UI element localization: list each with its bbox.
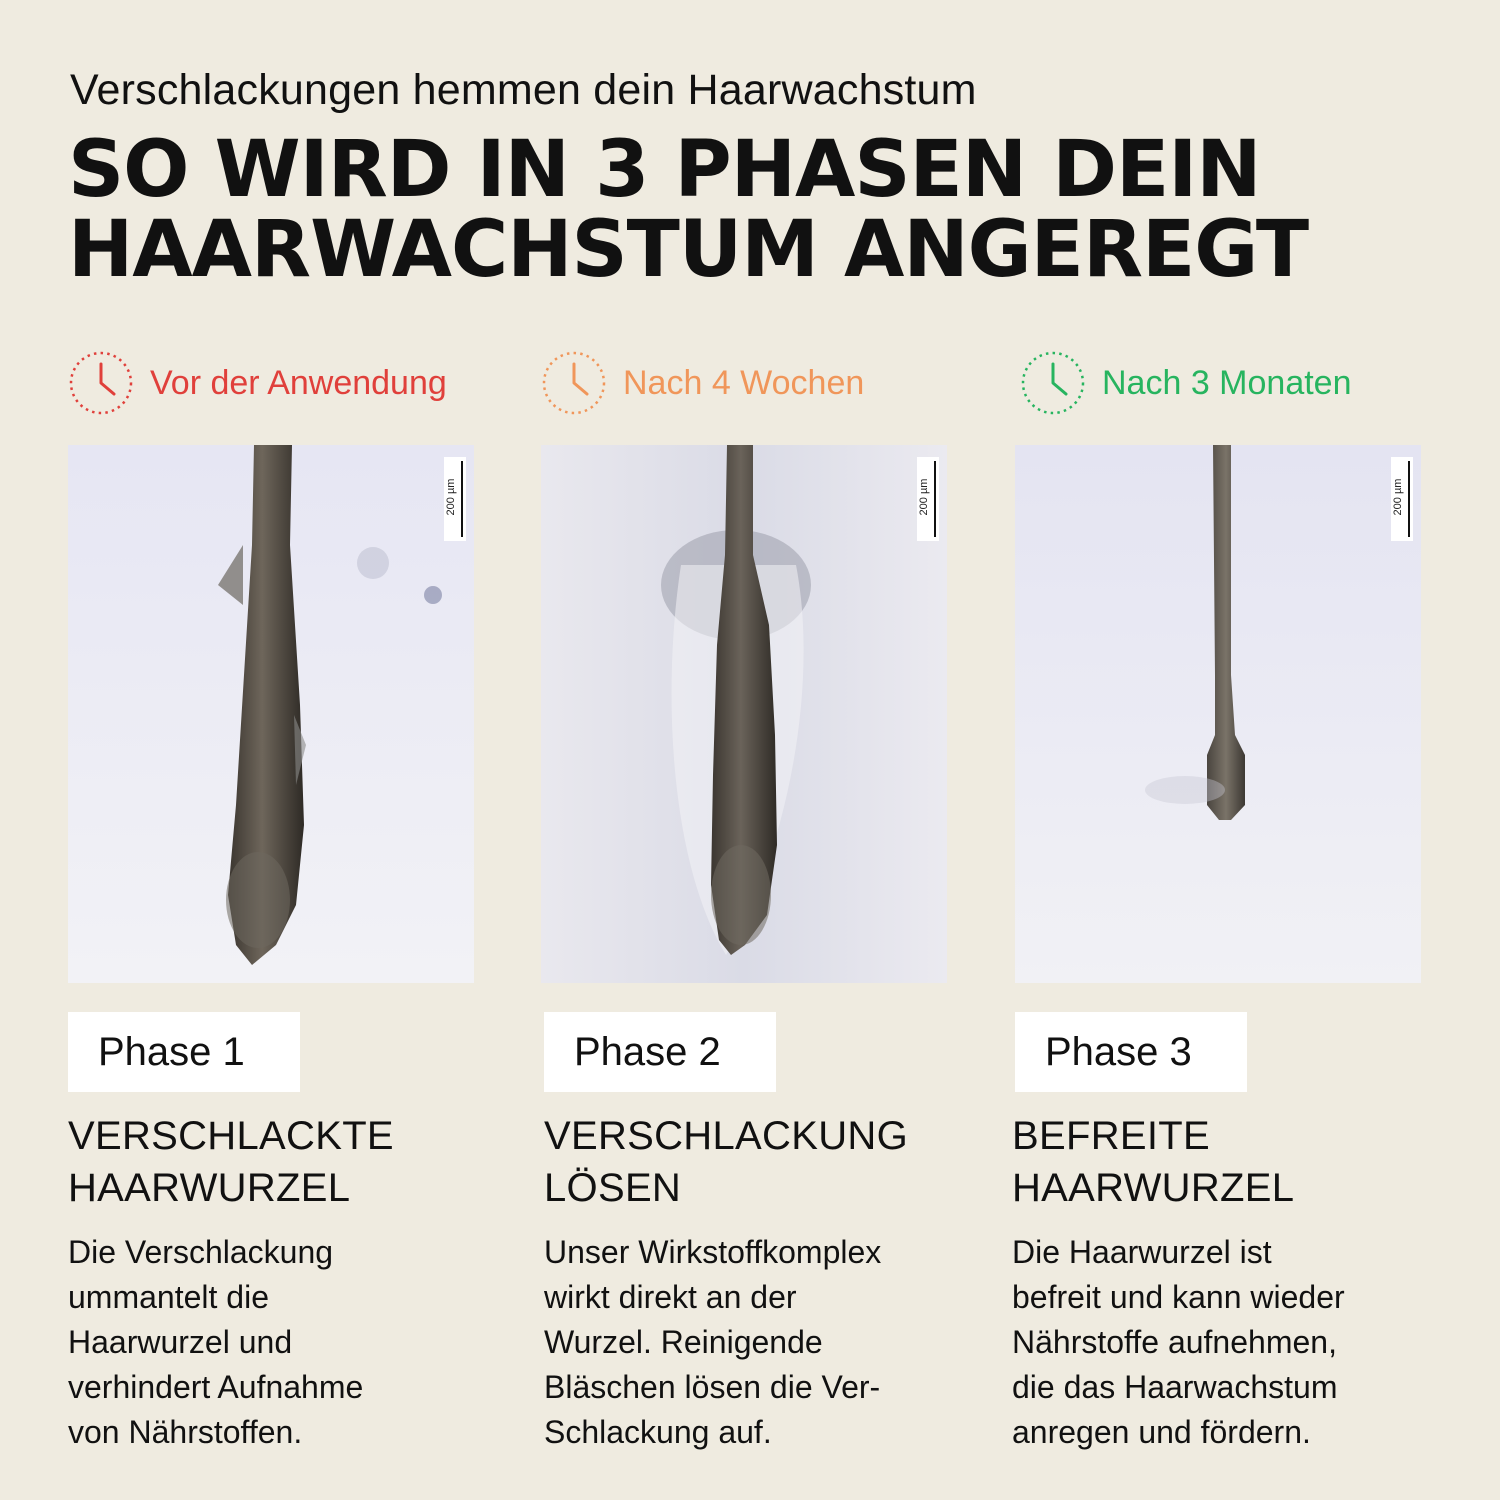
subtitle: Verschlackungen hemmen dein Haarwachstum bbox=[70, 66, 977, 114]
microscope-image bbox=[68, 445, 474, 983]
phase-tag: Phase 2 bbox=[544, 1012, 776, 1092]
phase-description: Die Haarwurzel ist befreit und kann wieder Nährstoffe aufnehmen, die das Haarwachstum anregen und fördern. bbox=[1012, 1234, 1345, 1450]
timing-label: Vor der Anwendung bbox=[150, 363, 447, 402]
phase-title: BEFREITE HAARWURZEL bbox=[1012, 1114, 1295, 1210]
scale-bar: 200 µm bbox=[1391, 457, 1413, 541]
phase-column-1 bbox=[68, 0, 488, 1500]
scale-bar: 200 µm bbox=[444, 457, 466, 541]
clock-icon bbox=[68, 350, 134, 416]
phase-tag: Phase 1 bbox=[68, 1012, 300, 1092]
microscope-image bbox=[541, 445, 947, 983]
clock-icon bbox=[1020, 350, 1086, 416]
phase-title: VERSCHLACKUNG LÖSEN bbox=[544, 1114, 908, 1210]
hair-root-image bbox=[1015, 445, 1421, 983]
timing-label: Nach 3 Monaten bbox=[1102, 363, 1352, 402]
hair-root-image bbox=[68, 445, 474, 983]
phase-column-2 bbox=[541, 0, 961, 1500]
clock-icon bbox=[541, 350, 607, 416]
timing-label: Nach 4 Wochen bbox=[623, 363, 865, 402]
phase-column-3 bbox=[1014, 0, 1434, 1500]
timing-row bbox=[541, 350, 864, 416]
hair-root-image bbox=[541, 445, 947, 983]
phase-description: Unser Wirkstoffkomplex wirkt direkt an der Wurzel. Reinigende Bläschen lösen die Ver- Schlackung auf. bbox=[544, 1234, 882, 1450]
phase-tag: Phase 3 bbox=[1015, 1012, 1247, 1092]
microscope-image bbox=[1015, 445, 1421, 983]
scale-bar: 200 µm bbox=[917, 457, 939, 541]
page-title: SO WIRD IN 3 PHASEN DEIN HAARWACHSTUM ANGEREGT bbox=[68, 125, 1309, 295]
phase-title: VERSCHLACKTE HAARWURZEL bbox=[68, 1114, 394, 1210]
timing-row bbox=[68, 350, 447, 416]
timing-row bbox=[1020, 350, 1352, 416]
phase-description: Die Verschlackung ummantelt die Haarwurzel und verhindert Aufnahme von Nährstoffen. bbox=[68, 1234, 364, 1450]
